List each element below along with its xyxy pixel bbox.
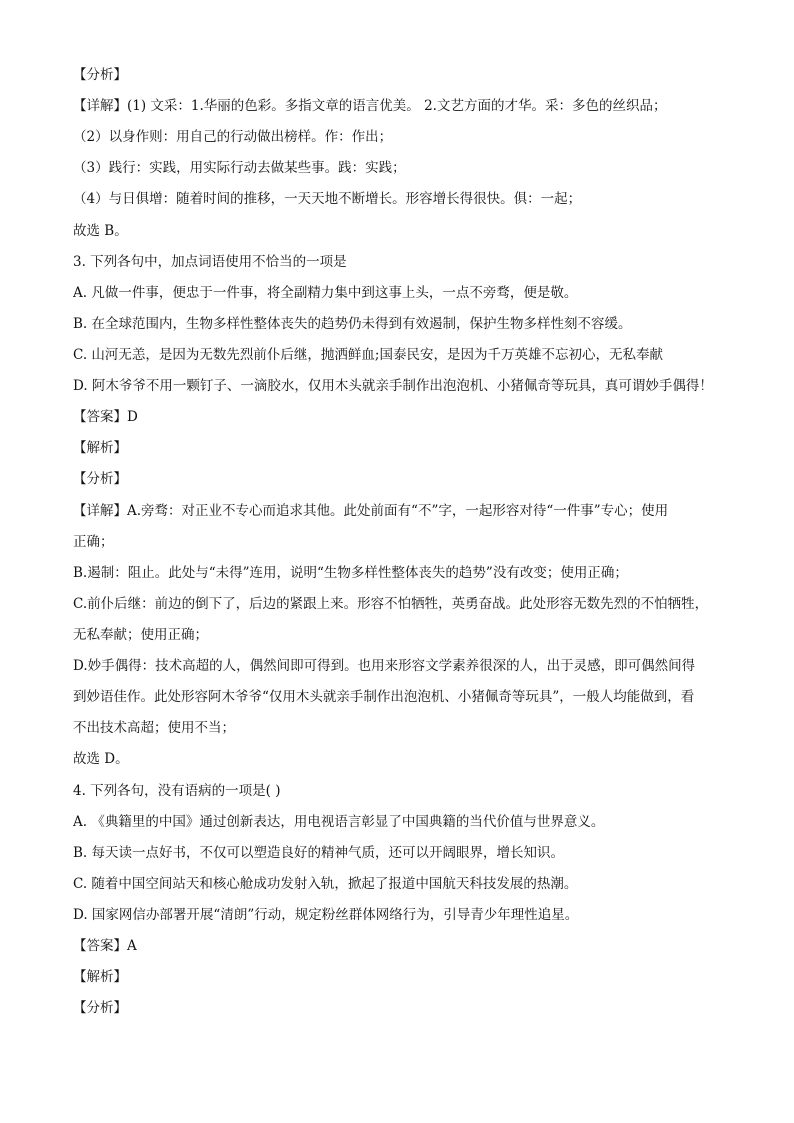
text-line: 故选 B。 <box>73 223 128 239</box>
text-line: （4）与日俱增：随着时间的推移，一天天地不断增长。形容增长得很快。俱：一起； <box>73 191 582 207</box>
question-stem: 3. 下列各句中，加点词语使用不恰当的一项是 <box>73 254 347 270</box>
text-line: 【解析】 <box>73 969 127 985</box>
answer-label: 【答案】A <box>73 938 137 954</box>
text-line: 【分析】 <box>73 471 127 487</box>
question-stem: 4. 下列各句，没有语病的一项是( ) <box>73 783 281 799</box>
option-line: B. 在全球范围内，生物多样性整体丧失的趋势仍未得到有效遏制，保护生物多样性刻不容缓。 <box>73 316 632 332</box>
text-line: 故选 D。 <box>73 751 129 767</box>
option-line: A. 凡做一件事，便忠于一件事，将全副精力集中到这事上头，一点不旁骛，便是敬。 <box>73 285 578 301</box>
text-line: D.妙手偶得：技术高超的人，偶然间即可得到。也用来形容文学素养很深的人，出于灵感，即可偶然间得 <box>73 658 696 674</box>
text-line: （2）以身作则：用自己的行动做出榜样。作：作出； <box>73 129 393 145</box>
text-line: （3）践行：实践，用实际行动去做某些事。践：实践； <box>73 160 406 176</box>
text-line: 无私奉献；使用正确； <box>73 627 208 643</box>
text-line: 【分析】 <box>73 1000 127 1016</box>
option-line: D. 阿木爷爷不用一颗钉子、一滴胶水，仅用木头就亲手制作出泡泡机、小猪佩奇等玩具，真可谓妙手偶得！ <box>73 378 713 394</box>
text-line: C.前仆后继：前边的倒下了，后边的紧跟上来。形容不怕牺牲，英勇奋战。此处形容无数先烈的不怕牺牲， <box>73 596 709 612</box>
text-line: 【分析】 <box>73 67 127 83</box>
answer-label: 【答案】D <box>73 409 138 425</box>
text-line: 到妙语佳作。此处形容阿木爷爷“仅用木头就亲手制作出泡泡机、小猪佩奇等玩具”，一般人均能做到，看 <box>73 689 695 705</box>
text-line: 【详解】(1) 文采：1.华丽的色彩。多指文章的语言优美。 2.文艺方面的才华。采：多色的丝织品； <box>73 98 667 114</box>
option-line: B. 每天读一点好书，不仅可以塑造良好的精神气质，还可以开阔眼界，增长知识。 <box>73 845 565 861</box>
text-line: 【详解】A.旁骛：对正业不专心而追求其他。此处前面有“不”字，一起形容对待“一件事”专心；使用 <box>73 503 669 519</box>
text-line: 不出技术高超；使用不当； <box>73 720 235 736</box>
text-line: B.遏制：阻止。此处与“未得”连用，说明“生物多样性整体丧失的趋势”没有改变；使用正确； <box>73 565 628 581</box>
option-line: C. 山河无恙，是因为无数先烈前仆后继，抛洒鲜血;国泰民安，是因为千万英雄不忘初心，无私奉献 <box>73 347 663 363</box>
text-line: 正确； <box>73 534 114 550</box>
option-line: D. 国家网信办部署开展“清朗”行动，规定粉丝群体网络行为，引导青少年理性追星。 <box>73 907 579 923</box>
option-line: A. 《典籍里的中国》通过创新表达，用电视语言彰显了中国典籍的当代价值与世界意义。 <box>73 814 605 830</box>
text-line: 【解析】 <box>73 440 127 456</box>
option-line: C. 随着中国空间站天和核心舱成功发射入轨，掀起了报道中国航天科技发展的热潮。 <box>73 876 578 892</box>
